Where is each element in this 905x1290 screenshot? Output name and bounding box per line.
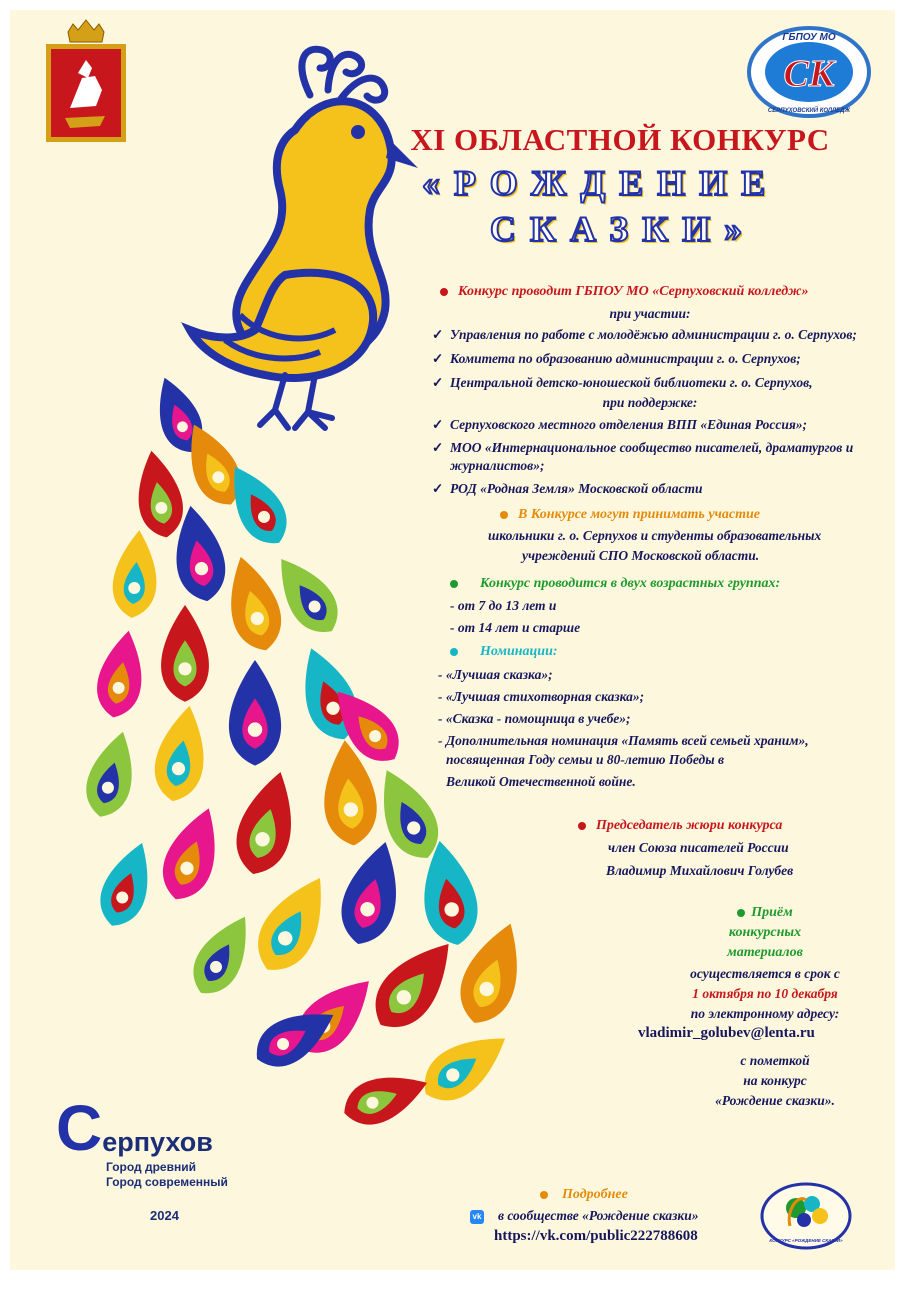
tail-feather [182,906,264,1004]
vk-icon: vk [470,1210,484,1224]
contest-name-line2: СКАЗКИ» [490,209,757,249]
submission-heading-1 [710,904,820,921]
with-support: при поддержке: [602,395,698,410]
college-logo [746,24,872,120]
college-logo-top-text: ГБПОУ МО [782,32,836,43]
submission-heading-text: Приём [751,905,793,920]
tail-feather [110,528,161,619]
supporter-text: Серпуховского местного отделения ВПП «Единая Россия»; [450,417,808,432]
check-icon: ✓ [432,327,444,342]
age-groups-heading [450,575,780,592]
tail-feather [79,726,144,822]
tail-feather [92,627,150,721]
submission-line1: осуществляется в срок с [690,966,840,981]
contest-emblem-text: КОНКУРС «РОЖДЕНИЕ СКАЗКИ» [769,1238,843,1243]
supporter-continuation: журналистов»; [450,458,545,473]
jury-heading [578,817,782,834]
tail-feather [228,765,306,881]
contest-name-line1: «РОЖДЕНИЕ [422,163,780,203]
firebird-body [190,273,373,378]
with-participation: при участии: [609,306,691,321]
more-info-heading [540,1186,628,1203]
nominations-heading-text: Номинации: [480,644,558,659]
crest [302,49,385,100]
jury-line2: Владимир Михайлович Голубев [606,863,794,878]
tail-feather [218,551,289,657]
participant-text: Управления по работе с молодёжью администрации г. о. Серпухов; [450,327,857,342]
nominations-heading [450,643,558,660]
bullet-dot [440,288,448,296]
tail-feather [153,800,231,907]
vk-community [470,1207,699,1224]
nomination-item: - Дополнительная номинация «Память всей семьей храним», [438,733,809,748]
tail-feather [149,702,213,806]
eligibility-line2: учреждений СПО Московской области. [522,548,760,563]
bullet-dot [450,648,458,656]
college-logo-letters: СК [783,53,835,95]
participant-text: Комитета по образованию администрации г. о. Серпухов; [450,351,801,366]
nomination-continuation: посвященная Году семьи и 80-летию Победы в [446,752,725,767]
submission-note2: на конкурс [743,1073,807,1088]
page-title: XI ОБЛАСТНОЙ КОНКУРС [410,122,830,157]
submission-heading-2: конкурсных [728,925,802,940]
nomination-continuation: Великой Отечественной войне. [446,774,636,789]
check-icon: ✓ [432,351,444,366]
check-icon: ✓ [432,440,444,455]
submission-line2: по электронному адресу: [690,1006,840,1021]
submission-dates: 1 октября по 10 декабря [692,986,838,1001]
city-tagline-1: Город древний [106,1160,196,1174]
nomination-item: - «Лучшая стихотворная сказка»; [438,689,645,704]
firebird-legs [260,375,332,428]
tail-feather [229,660,281,766]
supporter-text: РОД «Родная Земля» Московской области [450,481,703,496]
participant-item [432,350,801,367]
city-name: ерпухов [102,1127,213,1157]
tail-feather [337,1062,435,1133]
vk-community-text: в сообществе «Рождение сказки» [498,1208,699,1223]
participant-item [432,326,857,343]
tail-feather [92,836,163,934]
submission-note3: «Рождение сказки». [715,1093,835,1108]
jury-heading-text: Председатель жюри конкурса [596,818,783,833]
tail-feather [412,1019,519,1114]
nomination-item: - «Сказка - помощница в учебе»; [438,711,631,726]
contest-emblem [758,1180,854,1252]
tail-feather [130,447,188,541]
submission-heading-3: материалов [727,945,803,960]
eligibility-line1: школьники г. о. Серпухов и студенты образовательных [488,528,822,543]
jury-line1: член Союза писателей России [608,840,789,855]
organizer-heading-text: Конкурс проводит ГБПОУ МО «Серпуховский колледж» [458,284,809,299]
email-link[interactable]: vladimir_golubev@lenta.ru [638,1025,815,1041]
supporter-item [432,439,853,456]
college-logo-bottom-text: СЕРПУХОВСКИЙ КОЛЛЕДЖ [767,108,851,114]
age-group-item: - от 7 до 13 лет и [450,598,557,613]
age-groups-heading-text: Конкурс проводится в двух возрастных группах: [480,576,781,591]
participant-text: Центральной детско-юношеской библиотеки г. о. Серпухов, [450,375,813,390]
check-icon: ✓ [432,481,444,496]
bullet-dot [737,909,745,917]
city-logo [56,1092,213,1164]
eligibility-heading [500,506,760,523]
bullet-dot [500,511,508,519]
organizer-heading [440,283,809,300]
city-tagline [106,1160,228,1190]
poster [10,10,895,1270]
age-group-item: - от 14 лет и старше [450,620,581,635]
nomination-item: - «Лучшая сказка»; [438,667,553,682]
tail-feather [333,835,411,951]
firebird-eye [351,125,365,139]
tail-feather [361,927,469,1041]
check-icon: ✓ [432,375,444,390]
supporter-item [432,480,702,497]
more-info-heading-text: Подробнее [562,1187,628,1202]
vk-link[interactable]: https://vk.com/public222788608 [494,1228,698,1244]
supporter-text: МОО «Интернациональное сообщество писателей, драматургов и [450,440,854,455]
city-tagline-2: Город современный [106,1175,228,1189]
bullet-dot [578,822,586,830]
bullet-dot [540,1191,548,1199]
tail-feather [245,865,343,983]
tail-feather [161,605,209,702]
eligibility-heading-text: В Конкурсе могут принимать участие [518,507,760,522]
firebird-illustration [40,40,560,1150]
city-logo-letter: С [56,1092,103,1164]
supporter-item [432,416,807,433]
submission-note1: с пометкой [740,1053,810,1068]
year: 2024 [150,1208,179,1223]
participant-item [432,374,813,391]
check-icon: ✓ [432,417,444,432]
moscow-oblast-coat-of-arms [40,18,132,143]
bullet-dot [450,580,458,588]
